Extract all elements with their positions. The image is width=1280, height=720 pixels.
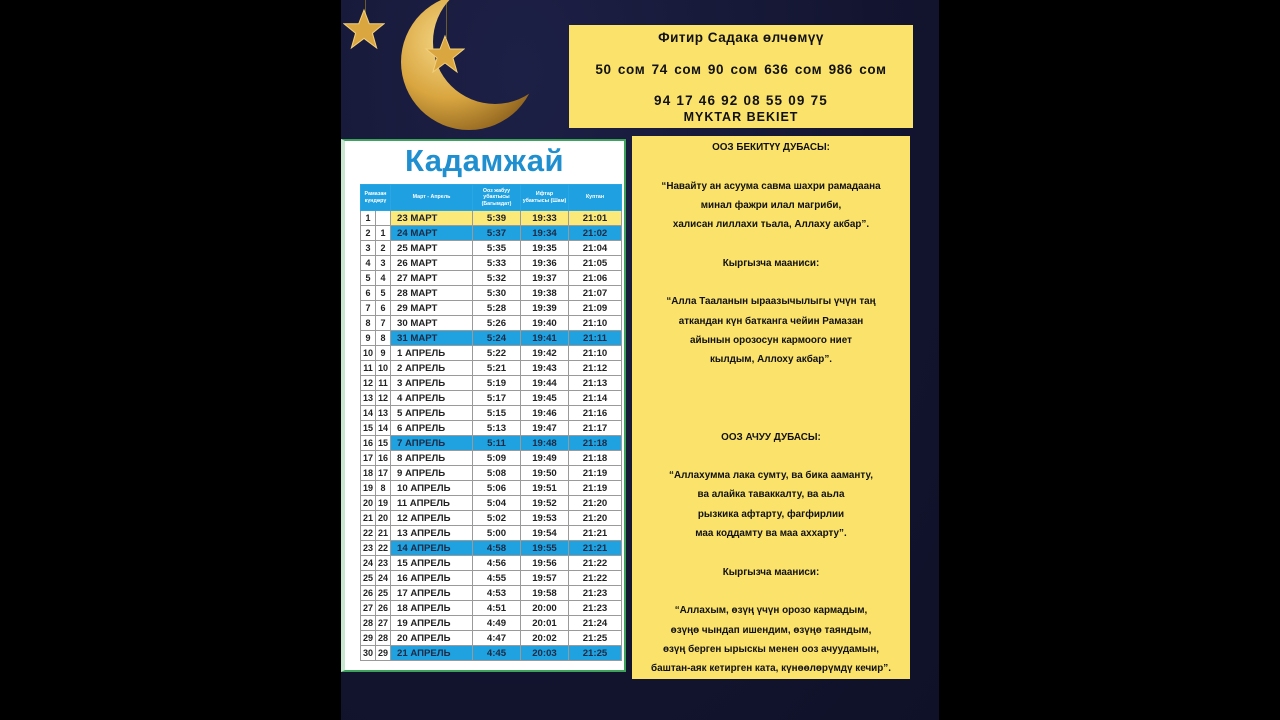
table-row xyxy=(361,316,622,331)
cell-suhoor-time: 5:02 xyxy=(473,511,521,526)
cell-isha-time: 21:11 xyxy=(569,331,622,346)
cell-isha-time: 21:20 xyxy=(569,511,622,526)
cell-isha-time: 21:18 xyxy=(569,436,622,451)
cell-isha-time: 21:09 xyxy=(569,301,622,316)
cell-isha-time: 21:07 xyxy=(569,286,622,301)
cell-isha-time: 21:14 xyxy=(569,391,622,406)
cell-day-number: 1 xyxy=(361,211,376,226)
cell-isha-time: 21:25 xyxy=(569,646,622,661)
cell-iftar-time: 19:54 xyxy=(521,526,569,541)
cell-isha-time: 21:23 xyxy=(569,601,622,616)
cell-day-number: 27 xyxy=(361,601,376,616)
table-row xyxy=(361,211,622,226)
cell-iftar-time: 19:49 xyxy=(521,451,569,466)
cell-suhoor-time: 5:35 xyxy=(473,241,521,256)
cell-date: 21 АПРЕЛЬ xyxy=(391,646,473,661)
cell-date: 26 МАРТ xyxy=(391,256,473,271)
dua-line: “Алла Тааланын ыраазычылыгы үчүн таң xyxy=(666,296,876,308)
cell-date: 25 МАРТ xyxy=(391,241,473,256)
cell-iftar-time: 19:50 xyxy=(521,466,569,481)
cell-suhoor-time: 4:47 xyxy=(473,631,521,646)
table-row xyxy=(361,436,622,451)
cell-day-number-alt: 13 xyxy=(376,406,391,421)
cell-suhoor-time: 5:15 xyxy=(473,406,521,421)
cell-day-number-alt: 8 xyxy=(376,331,391,346)
cell-date: 24 МАРТ xyxy=(391,226,473,241)
dua-line: Кыргызча мааниси: xyxy=(722,257,820,269)
cell-day-number: 7 xyxy=(361,301,376,316)
cell-date: 17 АПРЕЛЬ xyxy=(391,586,473,601)
cell-date: 30 МАРТ xyxy=(391,316,473,331)
table-row xyxy=(361,496,622,511)
cell-day-number: 15 xyxy=(361,421,376,436)
cell-isha-time: 21:20 xyxy=(569,496,622,511)
cell-date: 18 АПРЕЛЬ xyxy=(391,601,473,616)
cell-iftar-time: 19:35 xyxy=(521,241,569,256)
cell-suhoor-time: 5:30 xyxy=(473,286,521,301)
dua-line: баштан-аяк кетирген ката, күнөөлөрүмдү кечир”. xyxy=(651,663,891,675)
cell-iftar-time: 19:38 xyxy=(521,286,569,301)
prayer-schedule-card xyxy=(341,139,626,672)
cell-day-number-alt: 20 xyxy=(376,511,391,526)
cell-day-number-alt: 4 xyxy=(376,271,391,286)
table-row xyxy=(361,286,622,301)
table-row xyxy=(361,571,622,586)
cell-isha-time: 21:22 xyxy=(569,556,622,571)
cell-iftar-time: 19:51 xyxy=(521,481,569,496)
cell-iftar-time: 19:34 xyxy=(521,226,569,241)
cell-iftar-time: 19:52 xyxy=(521,496,569,511)
cell-date: 7 АПРЕЛЬ xyxy=(391,436,473,451)
cell-date: 11 АПРЕЛЬ xyxy=(391,496,473,511)
cell-day-number: 29 xyxy=(361,631,376,646)
table-row xyxy=(361,421,622,436)
cell-iftar-time: 19:45 xyxy=(521,391,569,406)
schedule-title: Кадамжай xyxy=(404,143,565,178)
cell-iftar-time: 20:00 xyxy=(521,601,569,616)
cell-date: 31 МАРТ xyxy=(391,331,473,346)
dua-line: ООЗ БЕКИТҮҮ ДУБАСЫ: xyxy=(712,142,830,153)
table-row xyxy=(361,376,622,391)
cell-suhoor-time: 4:56 xyxy=(473,556,521,571)
cell-suhoor-time: 5:28 xyxy=(473,301,521,316)
cell-suhoor-time: 5:11 xyxy=(473,436,521,451)
cell-day-number: 26 xyxy=(361,586,376,601)
cell-isha-time: 21:17 xyxy=(569,421,622,436)
table-row xyxy=(361,526,622,541)
cell-day-number-alt: 12 xyxy=(376,391,391,406)
cell-isha-time: 21:23 xyxy=(569,586,622,601)
cell-day-number: 30 xyxy=(361,646,376,661)
cell-day-number-alt: 2 xyxy=(376,241,391,256)
table-row xyxy=(361,391,622,406)
cell-day-number: 6 xyxy=(361,286,376,301)
cell-date: 16 АПРЕЛЬ xyxy=(391,571,473,586)
dua-line: өзүңө чындап ишендим, өзүңө таяндым, xyxy=(670,624,872,636)
table-row xyxy=(361,556,622,571)
cell-suhoor-time: 5:33 xyxy=(473,256,521,271)
cell-day-number: 19 xyxy=(361,481,376,496)
cell-day-number: 20 xyxy=(361,496,376,511)
cell-iftar-time: 19:44 xyxy=(521,376,569,391)
cell-suhoor-time: 5:21 xyxy=(473,361,521,376)
cell-isha-time: 21:19 xyxy=(569,466,622,481)
cell-day-number: 13 xyxy=(361,391,376,406)
cell-isha-time: 21:01 xyxy=(569,211,622,226)
table-row xyxy=(361,226,622,241)
dua-line: “Навайту ан асуума савма шахри рамадаана xyxy=(661,180,881,192)
dua-line: өзүң берген ырыскы менен ооз ачуудамын, xyxy=(662,643,880,655)
cell-suhoor-time: 5:26 xyxy=(473,316,521,331)
cell-suhoor-time: 4:49 xyxy=(473,616,521,631)
cell-date: 4 АПРЕЛЬ xyxy=(391,391,473,406)
header-ramadan-day: Рамазан күндөрү xyxy=(361,185,391,211)
cell-day-number-alt: 17 xyxy=(376,466,391,481)
cell-iftar-time: 19:36 xyxy=(521,256,569,271)
cell-day-number: 16 xyxy=(361,436,376,451)
cell-date: 27 МАРТ xyxy=(391,271,473,286)
cell-isha-time: 21:25 xyxy=(569,631,622,646)
cell-iftar-time: 19:47 xyxy=(521,421,569,436)
cell-day-number: 12 xyxy=(361,376,376,391)
cell-day-number-alt: 14 xyxy=(376,421,391,436)
cell-isha-time: 21:19 xyxy=(569,481,622,496)
cell-day-number: 22 xyxy=(361,526,376,541)
cell-date: 15 АПРЕЛЬ xyxy=(391,556,473,571)
cell-isha-time: 21:13 xyxy=(569,376,622,391)
table-row xyxy=(361,451,622,466)
header-isha: Куптан xyxy=(569,185,622,211)
dua-line: аткандан күн батканга чейин Рамазан xyxy=(678,315,864,327)
fitir-amounts: 50 сом 74 сом 90 сом 636 сом 986 сом xyxy=(595,62,887,77)
dua-line: ООЗ АЧУУ ДУБАСЫ: xyxy=(721,431,821,443)
cell-isha-time: 21:04 xyxy=(569,241,622,256)
cell-date: 12 АПРЕЛЬ xyxy=(391,511,473,526)
table-header-row xyxy=(361,185,622,211)
cell-iftar-time: 19:53 xyxy=(521,511,569,526)
cell-day-number: 24 xyxy=(361,556,376,571)
dua-line: ва алайка таваккалту, ва аьла xyxy=(697,489,845,501)
cell-isha-time: 21:16 xyxy=(569,406,622,421)
cell-iftar-time: 19:56 xyxy=(521,556,569,571)
table-row xyxy=(361,406,622,421)
cell-suhoor-time: 5:39 xyxy=(473,211,521,226)
cell-day-number-alt: 9 xyxy=(376,346,391,361)
cell-isha-time: 21:22 xyxy=(569,571,622,586)
cell-isha-time: 21:21 xyxy=(569,526,622,541)
fitir-org: MYKTAR BEKIET xyxy=(683,110,799,124)
cell-day-number-alt: 27 xyxy=(376,616,391,631)
dua-line: халисан лиллахи тьала, Аллаху акбар”. xyxy=(672,219,870,231)
cell-date: 23 МАРТ xyxy=(391,211,473,226)
cell-isha-time: 21:02 xyxy=(569,226,622,241)
table-row xyxy=(361,361,622,376)
table-body xyxy=(361,211,622,661)
cell-iftar-time: 19:39 xyxy=(521,301,569,316)
header-iftar: Ифтар убактысы (Шам) xyxy=(521,185,569,211)
cell-date: 20 АПРЕЛЬ xyxy=(391,631,473,646)
cell-day-number-alt: 29 xyxy=(376,646,391,661)
table-row xyxy=(361,481,622,496)
cell-day-number-alt: 28 xyxy=(376,631,391,646)
cell-iftar-time: 19:37 xyxy=(521,271,569,286)
poster xyxy=(341,0,939,720)
cell-day-number-alt: 10 xyxy=(376,361,391,376)
cell-suhoor-time: 5:09 xyxy=(473,451,521,466)
cell-day-number-alt: 23 xyxy=(376,556,391,571)
cell-iftar-time: 19:33 xyxy=(521,211,569,226)
cell-day-number-alt: 15 xyxy=(376,436,391,451)
cell-suhoor-time: 5:19 xyxy=(473,376,521,391)
star-icon xyxy=(425,34,465,74)
cell-day-number-alt: 22 xyxy=(376,541,391,556)
cell-suhoor-time: 5:32 xyxy=(473,271,521,286)
star-icon xyxy=(343,8,385,50)
table-row xyxy=(361,586,622,601)
cell-date: 10 АПРЕЛЬ xyxy=(391,481,473,496)
cell-iftar-time: 19:57 xyxy=(521,571,569,586)
table-row xyxy=(361,646,622,661)
cell-day-number: 8 xyxy=(361,316,376,331)
cell-date: 14 АПРЕЛЬ xyxy=(391,541,473,556)
dua-line: минал фажри илал магриби, xyxy=(700,199,842,211)
header-date: Март - Апрель xyxy=(391,185,473,211)
cell-isha-time: 21:18 xyxy=(569,451,622,466)
cell-date: 2 АПРЕЛЬ xyxy=(391,361,473,376)
fitir-title: Фитир Садака өлчөмүү xyxy=(658,30,824,45)
header-suhoor: Ооз жабуу убактысы (Багымдат) xyxy=(473,185,521,211)
cell-isha-time: 21:21 xyxy=(569,541,622,556)
cell-suhoor-time: 4:58 xyxy=(473,541,521,556)
cell-isha-time: 21:10 xyxy=(569,346,622,361)
dua-line: рызкика афтарту, фагфирлии xyxy=(697,508,845,520)
cell-day-number: 17 xyxy=(361,451,376,466)
cell-day-number: 28 xyxy=(361,616,376,631)
cell-suhoor-time: 5:08 xyxy=(473,466,521,481)
table-row xyxy=(361,541,622,556)
cell-iftar-time: 19:58 xyxy=(521,586,569,601)
dua-line: “Аллахумма лака сумту, ва бика ааманту, xyxy=(669,470,873,482)
cell-isha-time: 21:06 xyxy=(569,271,622,286)
cell-isha-time: 21:12 xyxy=(569,361,622,376)
cell-iftar-time: 19:42 xyxy=(521,346,569,361)
cell-day-number: 10 xyxy=(361,346,376,361)
table-row xyxy=(361,511,622,526)
cell-day-number: 2 xyxy=(361,226,376,241)
cell-isha-time: 21:10 xyxy=(569,316,622,331)
table-row xyxy=(361,616,622,631)
fitir-sadaka-box xyxy=(569,25,913,128)
table-row xyxy=(361,631,622,646)
cell-day-number: 25 xyxy=(361,571,376,586)
cell-day-number-alt: 25 xyxy=(376,586,391,601)
cell-date: 3 АПРЕЛЬ xyxy=(391,376,473,391)
cell-day-number: 9 xyxy=(361,331,376,346)
cell-day-number-alt: 19 xyxy=(376,496,391,511)
cell-suhoor-time: 5:00 xyxy=(473,526,521,541)
cell-day-number-alt: 1 xyxy=(376,226,391,241)
cell-day-number-alt: 5 xyxy=(376,286,391,301)
cell-iftar-time: 20:02 xyxy=(521,631,569,646)
cell-suhoor-time: 4:45 xyxy=(473,646,521,661)
cell-suhoor-time: 4:51 xyxy=(473,601,521,616)
cell-day-number-alt: 11 xyxy=(376,376,391,391)
cell-date: 19 АПРЕЛЬ xyxy=(391,616,473,631)
cell-day-number-alt: 26 xyxy=(376,601,391,616)
dua-line: маа коддамту ва маа аххарту”. xyxy=(695,528,847,539)
cell-suhoor-time: 5:13 xyxy=(473,421,521,436)
cell-isha-time: 21:05 xyxy=(569,256,622,271)
cell-suhoor-time: 5:06 xyxy=(473,481,521,496)
cell-iftar-time: 19:46 xyxy=(521,406,569,421)
table-row xyxy=(361,601,622,616)
table-row xyxy=(361,346,622,361)
cell-day-number-alt: 16 xyxy=(376,451,391,466)
cell-iftar-time: 20:01 xyxy=(521,616,569,631)
cell-suhoor-time: 4:55 xyxy=(473,571,521,586)
cell-suhoor-time: 4:53 xyxy=(473,586,521,601)
crescent-moon-icon xyxy=(397,0,542,139)
table-row xyxy=(361,301,622,316)
cell-date: 1 АПРЕЛЬ xyxy=(391,346,473,361)
cell-date: 9 АПРЕЛЬ xyxy=(391,466,473,481)
table-row xyxy=(361,271,622,286)
table-row xyxy=(361,466,622,481)
cell-day-number-alt: 24 xyxy=(376,571,391,586)
cell-isha-time: 21:24 xyxy=(569,616,622,631)
cell-day-number: 5 xyxy=(361,271,376,286)
table-row xyxy=(361,241,622,256)
fitir-phone: 94 17 46 92 08 55 09 75 xyxy=(654,93,828,108)
cell-day-number: 3 xyxy=(361,241,376,256)
cell-day-number: 18 xyxy=(361,466,376,481)
dua-line: кылдым, Аллоху акбар”. xyxy=(709,354,833,366)
dua-line: айынын орозосун кармоого ниет xyxy=(690,335,852,346)
cell-day-number-alt: 7 xyxy=(376,316,391,331)
cell-iftar-time: 19:43 xyxy=(521,361,569,376)
cell-day-number: 11 xyxy=(361,361,376,376)
cell-iftar-time: 19:48 xyxy=(521,436,569,451)
cell-suhoor-time: 5:17 xyxy=(473,391,521,406)
cell-day-number-alt: 6 xyxy=(376,301,391,316)
cell-day-number: 21 xyxy=(361,511,376,526)
table-row xyxy=(361,256,622,271)
cell-date: 29 МАРТ xyxy=(391,301,473,316)
table-row xyxy=(361,331,622,346)
dua-line: “Аллахым, өзүң үчүн орозо кармадым, xyxy=(674,605,868,617)
cell-iftar-time: 19:40 xyxy=(521,316,569,331)
cell-iftar-time: 20:03 xyxy=(521,646,569,661)
cell-day-number: 4 xyxy=(361,256,376,271)
cell-suhoor-time: 5:24 xyxy=(473,331,521,346)
cell-suhoor-time: 5:04 xyxy=(473,496,521,511)
cell-iftar-time: 19:41 xyxy=(521,331,569,346)
cell-date: 5 АПРЕЛЬ xyxy=(391,406,473,421)
cell-date: 28 МАРТ xyxy=(391,286,473,301)
cell-day-number: 23 xyxy=(361,541,376,556)
cell-day-number-alt: 21 xyxy=(376,526,391,541)
cell-date: 8 АПРЕЛЬ xyxy=(391,451,473,466)
cell-suhoor-time: 5:37 xyxy=(473,226,521,241)
cell-date: 13 АПРЕЛЬ xyxy=(391,526,473,541)
cell-iftar-time: 19:55 xyxy=(521,541,569,556)
cell-suhoor-time: 5:22 xyxy=(473,346,521,361)
cell-day-number-alt: 8 xyxy=(376,481,391,496)
cell-day-number-alt: 3 xyxy=(376,256,391,271)
duas-panel xyxy=(632,136,910,679)
cell-date: 6 АПРЕЛЬ xyxy=(391,421,473,436)
schedule-table xyxy=(360,184,622,661)
cell-day-number: 14 xyxy=(361,406,376,421)
cell-day-number-alt xyxy=(376,211,391,226)
dua-line: Кыргызча мааниси: xyxy=(722,566,820,578)
